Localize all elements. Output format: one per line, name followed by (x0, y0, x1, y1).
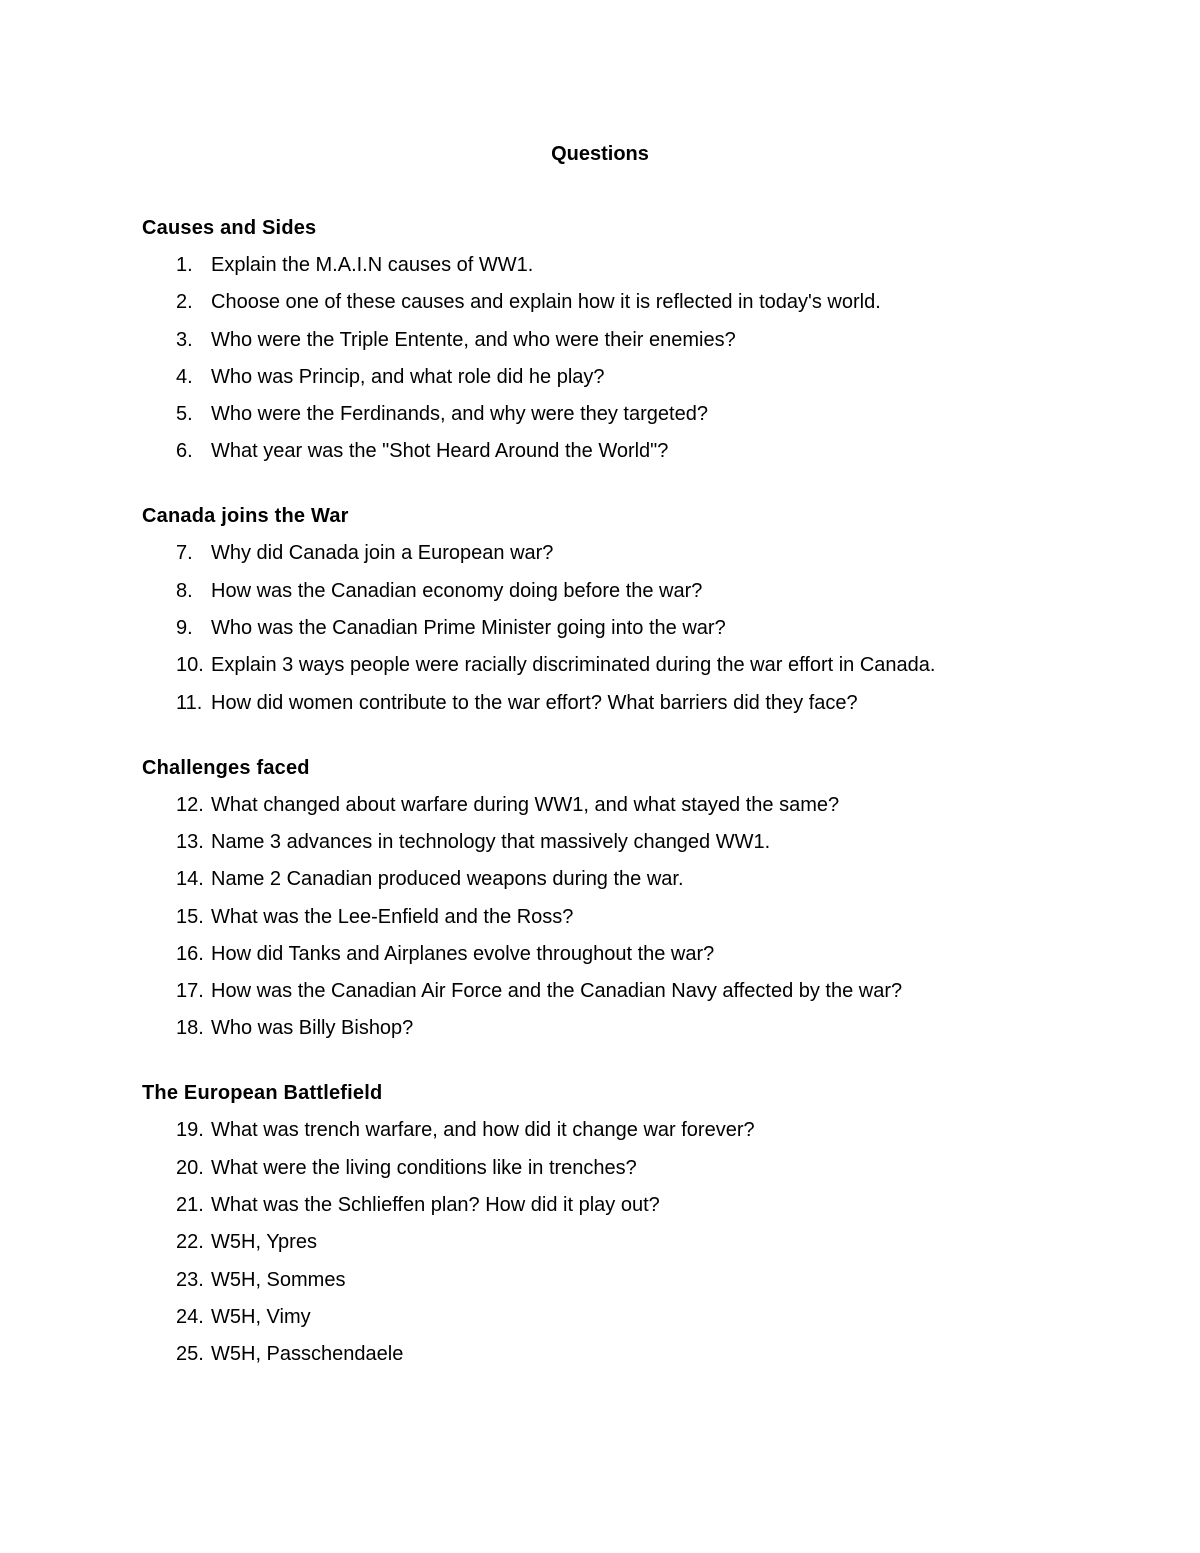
question-item (142, 326, 1122, 354)
question-number: 2. (176, 291, 193, 314)
question-text: Why did Canada join a European war? (211, 542, 554, 565)
question-text: What was trench warfare, and how did it change war forever? (211, 1119, 755, 1142)
question-item (142, 1266, 1122, 1294)
question-text: What was the Lee-Enfield and the Ross? (211, 905, 574, 928)
question-text: How was the Canadian Air Force and the Canadian Navy affected by the war? (211, 980, 903, 1003)
section-heading: Causes and Sides (142, 217, 317, 239)
question-item (142, 400, 1122, 428)
question-number: 3. (176, 328, 193, 351)
question-item (142, 577, 1122, 605)
question-text: Explain 3 ways people were racially discriminated during the war effort in Canada. (211, 654, 936, 677)
question-number: 16. (176, 942, 204, 965)
question-text: What were the living conditions like in trenches? (211, 1156, 637, 1179)
question-number: 8. (176, 579, 193, 602)
question-text: Name 3 advances in technology that massively changed WW1. (211, 830, 771, 853)
question-number: 1. (176, 254, 193, 276)
question-item (142, 363, 1122, 391)
question-number: 24. (176, 1305, 204, 1328)
question-number: 17. (176, 980, 204, 1003)
question-number: 14. (176, 868, 204, 891)
question-item (142, 689, 1122, 717)
question-item (142, 614, 1122, 642)
question-number: 22. (176, 1231, 204, 1254)
question-number: 6. (176, 440, 193, 463)
question-item (142, 1014, 1122, 1042)
page-title: Questions (551, 143, 649, 165)
question-number: 25. (176, 1343, 204, 1366)
question-item (142, 791, 1122, 819)
question-text: How did women contribute to the war effort? What barriers did they face? (211, 691, 858, 714)
section-european-battlefield (142, 1079, 1122, 1368)
section-heading: The European Battlefield (142, 1082, 383, 1105)
question-item (142, 437, 1122, 465)
question-item (142, 1154, 1122, 1182)
question-text: How was the Canadian economy doing before the war? (211, 579, 703, 602)
question-text: W5H, Ypres (211, 1231, 317, 1254)
question-item (142, 903, 1122, 931)
question-number: 11. (176, 691, 203, 714)
section-challenges-faced (142, 754, 1122, 1043)
question-item (142, 539, 1122, 567)
question-number: 7. (176, 542, 193, 565)
section-heading: Canada joins the War (142, 505, 349, 528)
document-body (142, 214, 1122, 1405)
question-item (142, 651, 1122, 679)
section-heading: Challenges faced (142, 756, 310, 779)
question-text: W5H, Vimy (211, 1305, 311, 1328)
question-item (142, 288, 1122, 316)
question-text: Name 2 Canadian produced weapons during the war. (211, 868, 684, 891)
section-canada-joins-the-war (142, 502, 1122, 716)
question-number: 23. (176, 1268, 204, 1291)
question-number: 4. (176, 365, 193, 388)
question-item (142, 940, 1122, 968)
question-list (142, 791, 1122, 1043)
question-text: How did Tanks and Airplanes evolve throughout the war? (211, 942, 715, 965)
question-item (142, 251, 1122, 279)
question-text: Who was Billy Bishop? (211, 1017, 414, 1040)
question-text: What was the Schlieffen plan? How did it play out? (211, 1194, 660, 1217)
question-number: 12. (176, 793, 204, 816)
question-text: W5H, Passchendaele (211, 1343, 404, 1366)
question-number: 9. (176, 617, 193, 640)
question-text: Who was Princip, and what role did he play? (211, 365, 605, 388)
question-item (142, 1191, 1122, 1219)
question-text: Choose one of these causes and explain how it is reflected in today's world. (211, 291, 881, 314)
question-number: 21. (176, 1194, 204, 1217)
section-causes-and-sides (142, 214, 1122, 465)
question-number: 5. (176, 403, 193, 426)
question-list (142, 1116, 1122, 1368)
question-text: Who were the Triple Entente, and who were their enemies? (211, 328, 736, 351)
question-item (142, 1340, 1122, 1368)
question-list (142, 251, 1122, 465)
question-item (142, 865, 1122, 893)
question-list (142, 539, 1122, 716)
question-text: Who was the Canadian Prime Minister going into the war? (211, 617, 726, 640)
question-text: Who were the Ferdinands, and why were they targeted? (211, 403, 708, 426)
question-number: 13. (176, 830, 204, 853)
question-number: 19. (176, 1119, 204, 1142)
question-text: What changed about warfare during WW1, and what stayed the same? (211, 793, 840, 816)
question-number: 10. (176, 654, 204, 677)
question-number: 18. (176, 1017, 204, 1040)
question-number: 15. (176, 905, 204, 928)
question-item (142, 977, 1122, 1005)
question-text: Explain the M.A.I.N causes of WW1. (211, 254, 534, 276)
question-item (142, 1303, 1122, 1331)
question-item (142, 828, 1122, 856)
question-number: 20. (176, 1156, 204, 1179)
question-text: W5H, Sommes (211, 1268, 346, 1291)
question-text: What year was the "Shot Heard Around the World"? (211, 440, 669, 463)
question-item (142, 1228, 1122, 1256)
question-item (142, 1116, 1122, 1144)
